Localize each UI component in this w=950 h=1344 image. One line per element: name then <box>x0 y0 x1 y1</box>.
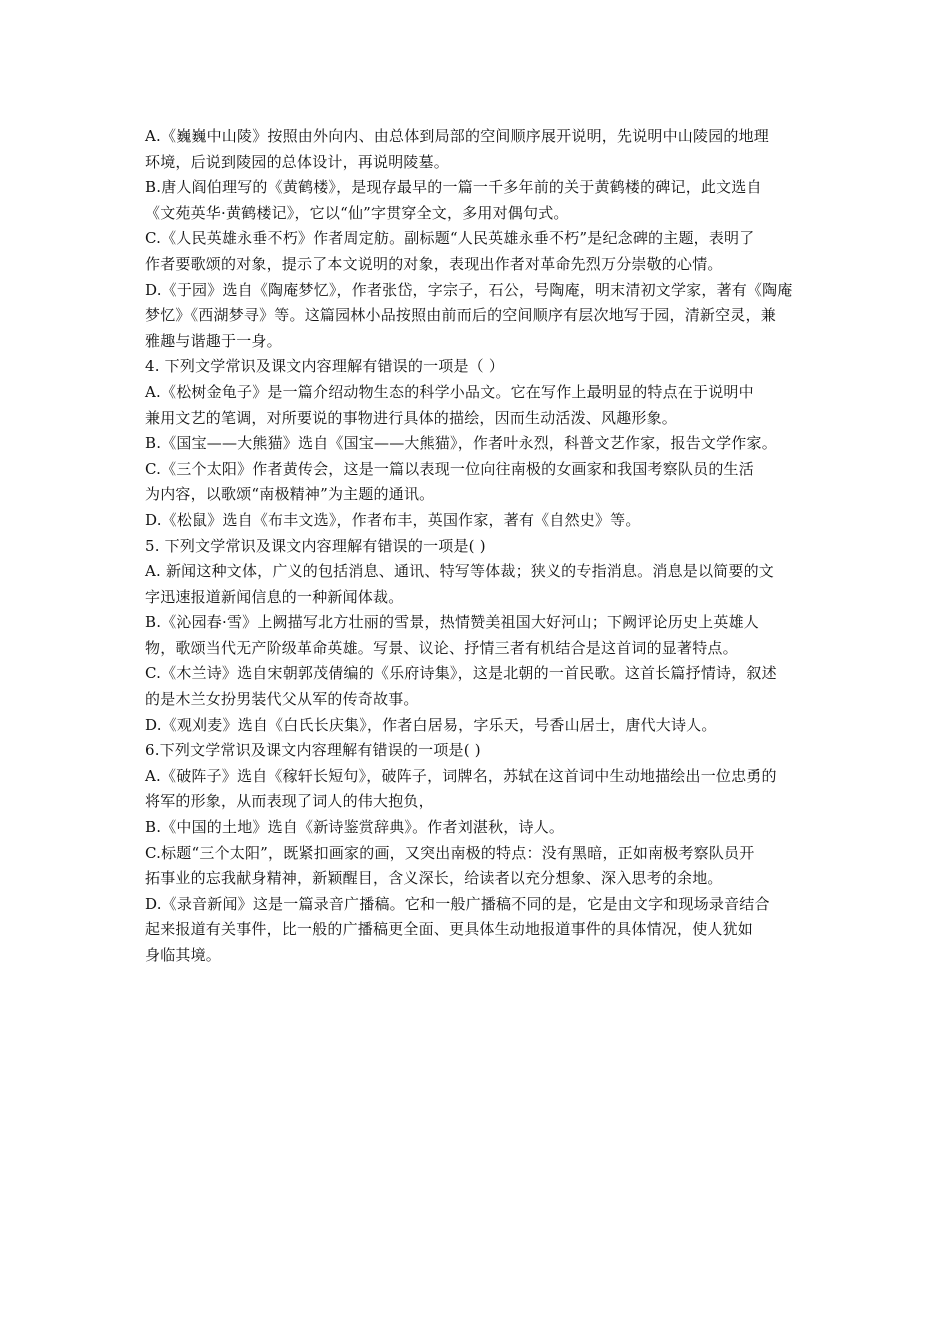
text-line: 作者要歌颂的对象，提示了本文说明的对象，表现出作者对革命先烈万分崇敬的心情。 <box>145 254 723 273</box>
text-line: 《文苑英华·黄鹤楼记》，它以“仙”字贯穿全文，多用对偶句式。 <box>145 203 569 222</box>
text-line: A. 新闻这种文体，广义的包括消息、通讯、特写等体裁；狭义的专指消息。消息是以简要的文 <box>145 562 774 581</box>
text-line: A.《松树金龟子》是一篇介绍动物生态的科学小品文。它在写作上最明显的特点在于说明中 <box>145 382 754 401</box>
text-line: C.《木兰诗》选自宋朝郭茂倩编的《乐府诗集》，这是北朝的一首民歌。这首长篇抒情诗，叙述 <box>145 664 777 683</box>
text-line: C.《人民英雄永垂不朽》作者周定舫。副标题“人民英雄永垂不朽”是纪念碑的主题，表明了 <box>145 229 755 248</box>
text-line: 兼用文艺的笔调，对所要说的事物进行具体的描绘，因而生动活泼、风趣形象。 <box>145 408 678 427</box>
text-line: C.《三个太阳》作者黄传会，这是一篇以表现一位向往南极的女画家和我国考察队员的生活 <box>145 459 754 478</box>
text-line: A.《巍巍中山陵》按照由外向内、由总体到局部的空间顺序展开说明，先说明中山陵园的地理 <box>145 127 770 145</box>
text-line: B.《国宝——大熊猫》选自《国宝——大熊猫》，作者叶永烈，科普文艺作家，报告文学作家。 <box>145 434 777 453</box>
text-line: 拓事业的忘我献身精神，新颖醒目，含义深长，给读者以充分想象、深入思考的余地。 <box>145 869 723 888</box>
text-line: D.《观刈麦》选自《白氏长庆集》，作者白居易，字乐天，号香山居士，唐代大诗人。 <box>145 715 717 734</box>
text-line: 雅趣与谐趣于一身。 <box>145 331 282 350</box>
text-line: B.唐人阎伯理写的《黄鹤楼》，是现存最早的一篇一千多年前的关于黄鹤楼的碑记，此文选自 <box>145 178 762 197</box>
text-line: 为内容，以歌颂“南极精神”为主题的通讯。 <box>145 485 435 504</box>
question-6-stem: 6.下列文学常识及课文内容理解有错误的一项是( ) <box>145 741 481 760</box>
text-line: B.《沁园春·雪》上阙描写北方壮丽的雪景，热情赞美祖国大好河山；下阙评论历史上英雄人 <box>145 613 759 632</box>
question-5-stem: 5. 下列文学常识及课文内容理解有错误的一项是( ) <box>145 536 486 555</box>
text-line: 梦忆》《西湖梦寻》等。这篇园林小品按照由前而后的空间顺序有层次地写于园，清新空灵，兼 <box>145 306 776 325</box>
question-4-stem: 4. 下列文学常识及课文内容理解有错误的一项是（ ） <box>145 357 505 376</box>
text-line: C.标题“三个太阳”，既紧扣画家的画，又突出南极的特点：没有黑暗，正如南极考察队员开 <box>145 843 755 862</box>
text-line: D.《录音新闻》这是一篇录音广播稿。它和一般广播稿不同的是，它是由文字和现场录音结合 <box>145 894 770 913</box>
text-line: 字迅速报道新闻信息的一种新闻体裁。 <box>145 587 404 606</box>
text-line: 身临其境。 <box>145 946 222 964</box>
text-line: 的是木兰女扮男装代父从军的传奇故事。 <box>145 690 419 709</box>
text-line: A.《破阵子》选自《稼轩长短句》，破阵子，词牌名，苏轼在这首词中生动地描绘出一位忠勇的 <box>145 766 777 785</box>
text-line: D.《于园》选自《陶庵梦忆》，作者张岱，字宗子，石公，号陶庵，明末清初文学家，著有《陶庵 <box>145 280 793 299</box>
text-line: D.《松鼠》选自《布丰文选》，作者布丰，英国作家，著有《自然史》等。 <box>145 510 641 529</box>
text-line: B.《中国的土地》选自《新诗鉴赏辞典》。作者刘湛秋，诗人。 <box>145 818 565 837</box>
text-line: 将军的形象，从而表现了词人的伟大抱负， <box>145 792 434 811</box>
question-text-block <box>145 124 810 969</box>
text-line: 环境，后说到陵园的总体设计，再说明陵墓。 <box>145 152 450 171</box>
text-line: 起来报道有关事件，比一般的广播稿更全面、更具体生动地报道事件的具体情况，使人犹如 <box>145 920 754 939</box>
text-line: 物，歌颂当代无产阶级革命英雄。写景、议论、抒情三者有机结合是这首词的显著特点。 <box>145 638 738 657</box>
